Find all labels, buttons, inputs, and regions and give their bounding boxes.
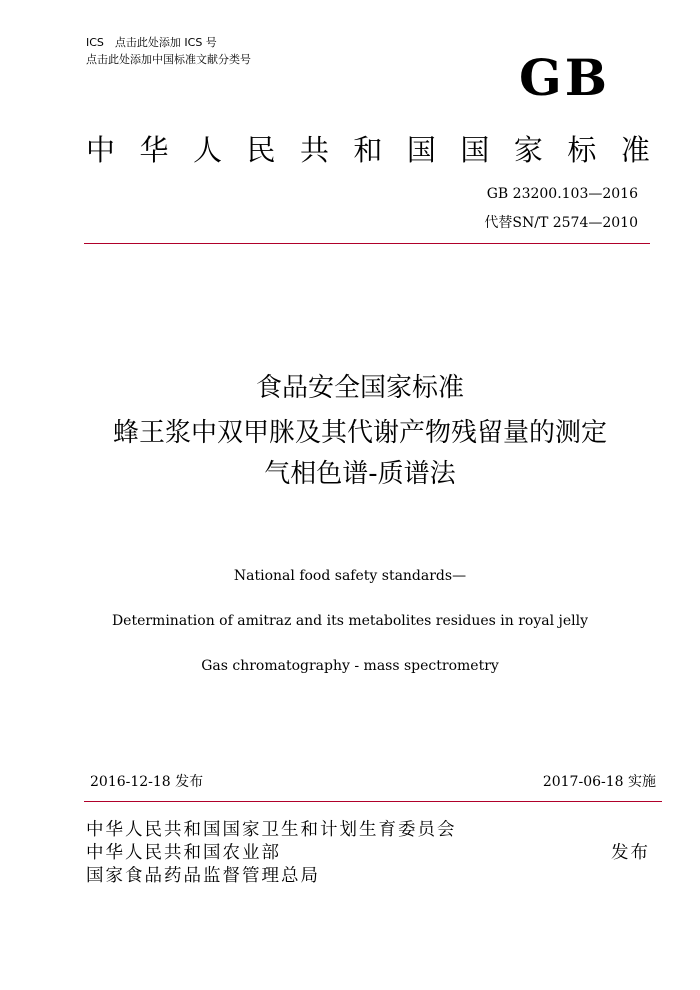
- header-divider: [84, 243, 650, 244]
- ics-block: [86, 34, 251, 68]
- issue-date: 2016-12-18 发布: [90, 774, 204, 790]
- classification-number: 点击此处添加中国标准文献分类号: [86, 53, 251, 66]
- english-title-line3: Gas chromatography - mass spectrometry: [201, 658, 499, 674]
- issuers-block: [86, 819, 650, 888]
- title-char: 中: [86, 133, 116, 167]
- chinese-title-line3: 气相色谱-质谱法: [264, 459, 456, 489]
- title-char: 民: [246, 133, 276, 167]
- title-char: 和: [353, 133, 383, 167]
- title-char: 标: [567, 133, 597, 167]
- footer-divider: [84, 801, 662, 802]
- english-title-line2: Determination of amitraz and its metabolites residues in royal jelly: [111, 613, 589, 629]
- ics-number: ICS 点击此处添加 ICS 号: [86, 36, 217, 49]
- title-char: 人: [192, 133, 222, 167]
- title-char: 华: [139, 133, 169, 167]
- issuer-org: 国家食品药品监督管理总局: [86, 866, 320, 886]
- standard-code-block: [484, 180, 638, 238]
- english-title-block: [80, 566, 620, 676]
- dates-row: [90, 771, 656, 791]
- gb-logo: GB: [519, 48, 610, 107]
- title-char: 国: [460, 133, 490, 167]
- standard-number: GB 23200.103—2016: [486, 186, 638, 202]
- replaces-standard: 代替SN/T 2574—2010: [484, 215, 638, 231]
- title-char: 国: [406, 133, 436, 167]
- standard-category-title: [86, 128, 650, 169]
- issuer-org: 中华人民共和国农业部: [86, 843, 281, 863]
- title-char: 共: [299, 133, 329, 167]
- issuer-org: 中华人民共和国国家卫生和计划生育委员会: [86, 820, 457, 840]
- chinese-title-block: [80, 370, 640, 492]
- chinese-title-line2: 蜂王浆中双甲脒及其代谢产物残留量的测定: [112, 418, 607, 448]
- chinese-title-line1: 食品安全国家标准: [255, 373, 464, 403]
- title-char: 家: [513, 133, 543, 167]
- implementation-date: 2017-06-18 实施: [542, 774, 656, 790]
- english-title-line1: National food safety standards—: [233, 568, 467, 584]
- title-char: 准: [620, 133, 650, 167]
- issue-action: 发布: [611, 843, 650, 863]
